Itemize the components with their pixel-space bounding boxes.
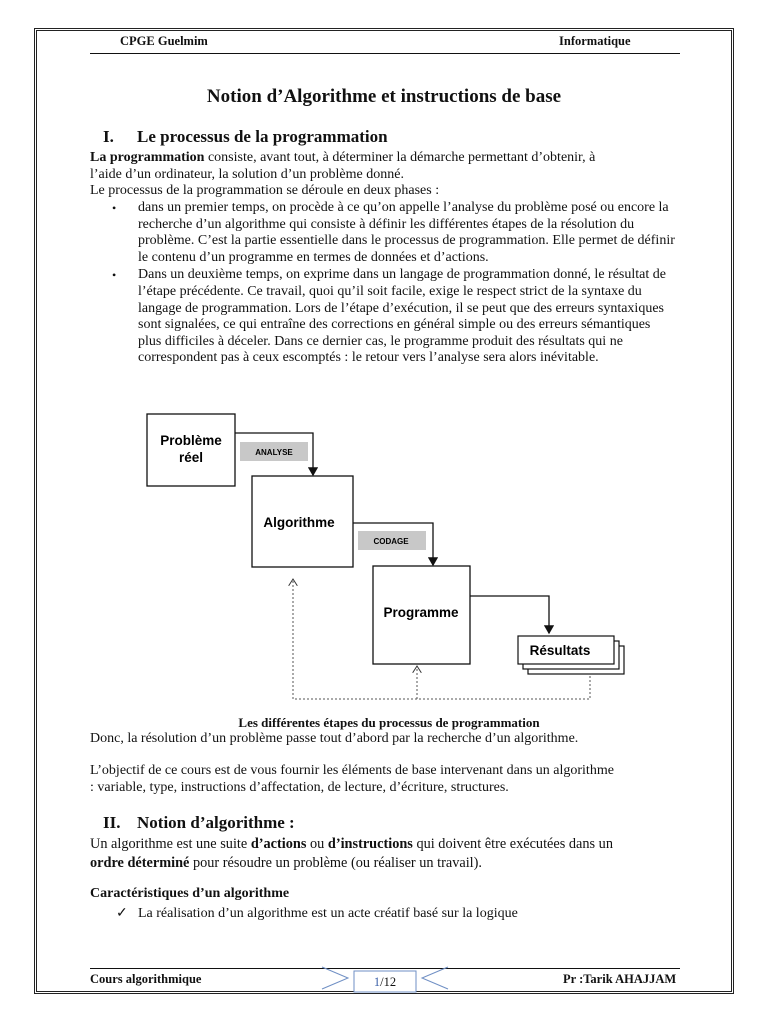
objective-line-1: L’objectif de ce cours est de vous fournir les éléments de base intervenant dans un algorithme xyxy=(90,763,614,778)
bullet-icon: • xyxy=(112,201,117,215)
check-icon: ✓ xyxy=(116,906,128,921)
header-school: CPGE Guelmim xyxy=(120,34,208,48)
section-2-heading xyxy=(103,813,295,833)
algorithm-label: Algorithme xyxy=(263,515,335,530)
check-item-text: La réalisation d’un algorithme est un acte créatif basé sur la logique xyxy=(138,906,518,921)
codage-label: CODAGE xyxy=(373,537,409,546)
header-subject: Informatique xyxy=(559,34,631,48)
intro-line-3: Le processus de la programmation se déroule en deux phases : xyxy=(90,183,440,199)
intro-bold: La programmation xyxy=(90,150,205,165)
characteristics-heading: Caractéristiques d’un algorithme xyxy=(90,886,290,901)
diagram-caption: Les différentes étapes du processus de programmation xyxy=(238,715,540,730)
section-1-title: Le processus de la programmation xyxy=(137,127,388,146)
phase-1-text: dans un premier temps, on procède à ce qu’on appelle l’analyse du problème posé ou encore la recherche d’un algorithme qui consiste à définir les différentes étapes de la résolution du problème. C’est la partie essentielle dans le processus de programmation. Elle permet de définir le contenu d’un programme en termes de données et d’actions. xyxy=(138,200,675,265)
definition-text-4: pour résoudre un problème (ou réaliser un travail). xyxy=(189,855,482,871)
intro-line-1: consiste, avant tout, à déterminer la démarche permettant d’obtenir, à xyxy=(204,150,596,165)
definition-paragraph xyxy=(90,835,680,873)
definition-bold-order: ordre déterminé xyxy=(90,855,190,871)
section-1-number: I. xyxy=(103,127,114,146)
definition-text-1: Un algorithme est une suite xyxy=(90,836,251,852)
definition-text-2: ou xyxy=(306,836,328,852)
problem-label-2: réel xyxy=(178,450,204,465)
conclusion-paragraph: Donc, la résolution d’un problème passe tout d’abord par la recherche d’un algorithme. xyxy=(90,731,579,746)
objective-line-2: : variable, type, instructions d’affectation, de lecture, d’écriture, structures. xyxy=(90,779,509,795)
phase-2-text: Dans un deuxième temps, on exprime dans un langage de programmation donné, le résultat de l’étape précédente. Ce travail, quoi qu’il soit facile, exige le respect strict de la syntaxe du langage de programmation. Lors de l’étape d’exécution, il se peut que des erreurs syntaxiques sont signalées, ce qui entraîne des corrections en général simple ou des erreurs sémantiques plus difficiles à déceler. Dans ce dernier cas, le programme produit des résultats qui ne correspondent pas à ceux escomptés : le retour vers l’analyse sera alors inévitable. xyxy=(138,267,666,366)
problem-label-1: Problème xyxy=(160,433,222,448)
intro-line-2: l’aide d’un ordinateur, la solution d’un problème donné. xyxy=(90,166,404,182)
results-label: Résultats xyxy=(529,643,591,658)
definition-text-3: qui doivent être exécutées dans un xyxy=(412,836,613,852)
definition-bold-actions: d’actions xyxy=(250,836,307,852)
definition-bold-instructions: d’instructions xyxy=(327,836,413,852)
footer-course: Cours algorithmique xyxy=(90,972,202,986)
bullet-icon: • xyxy=(112,268,117,283)
program-label: Programme xyxy=(383,605,459,620)
section-2-number: II. xyxy=(103,813,121,832)
objective-paragraph xyxy=(90,763,680,796)
analyse-label: ANALYSE xyxy=(255,448,293,457)
footer-author: Pr :Tarik AHAJJAM xyxy=(563,972,677,986)
execution-arrow xyxy=(470,596,549,633)
page-number xyxy=(354,975,416,990)
page-current: 1 xyxy=(373,975,381,989)
section-2-title: Notion d’algorithme : xyxy=(137,813,295,832)
check-list-item xyxy=(116,905,518,922)
page-title: Notion d’Algorithme et instructions de base xyxy=(206,86,562,107)
page-total: /12 xyxy=(380,975,397,989)
